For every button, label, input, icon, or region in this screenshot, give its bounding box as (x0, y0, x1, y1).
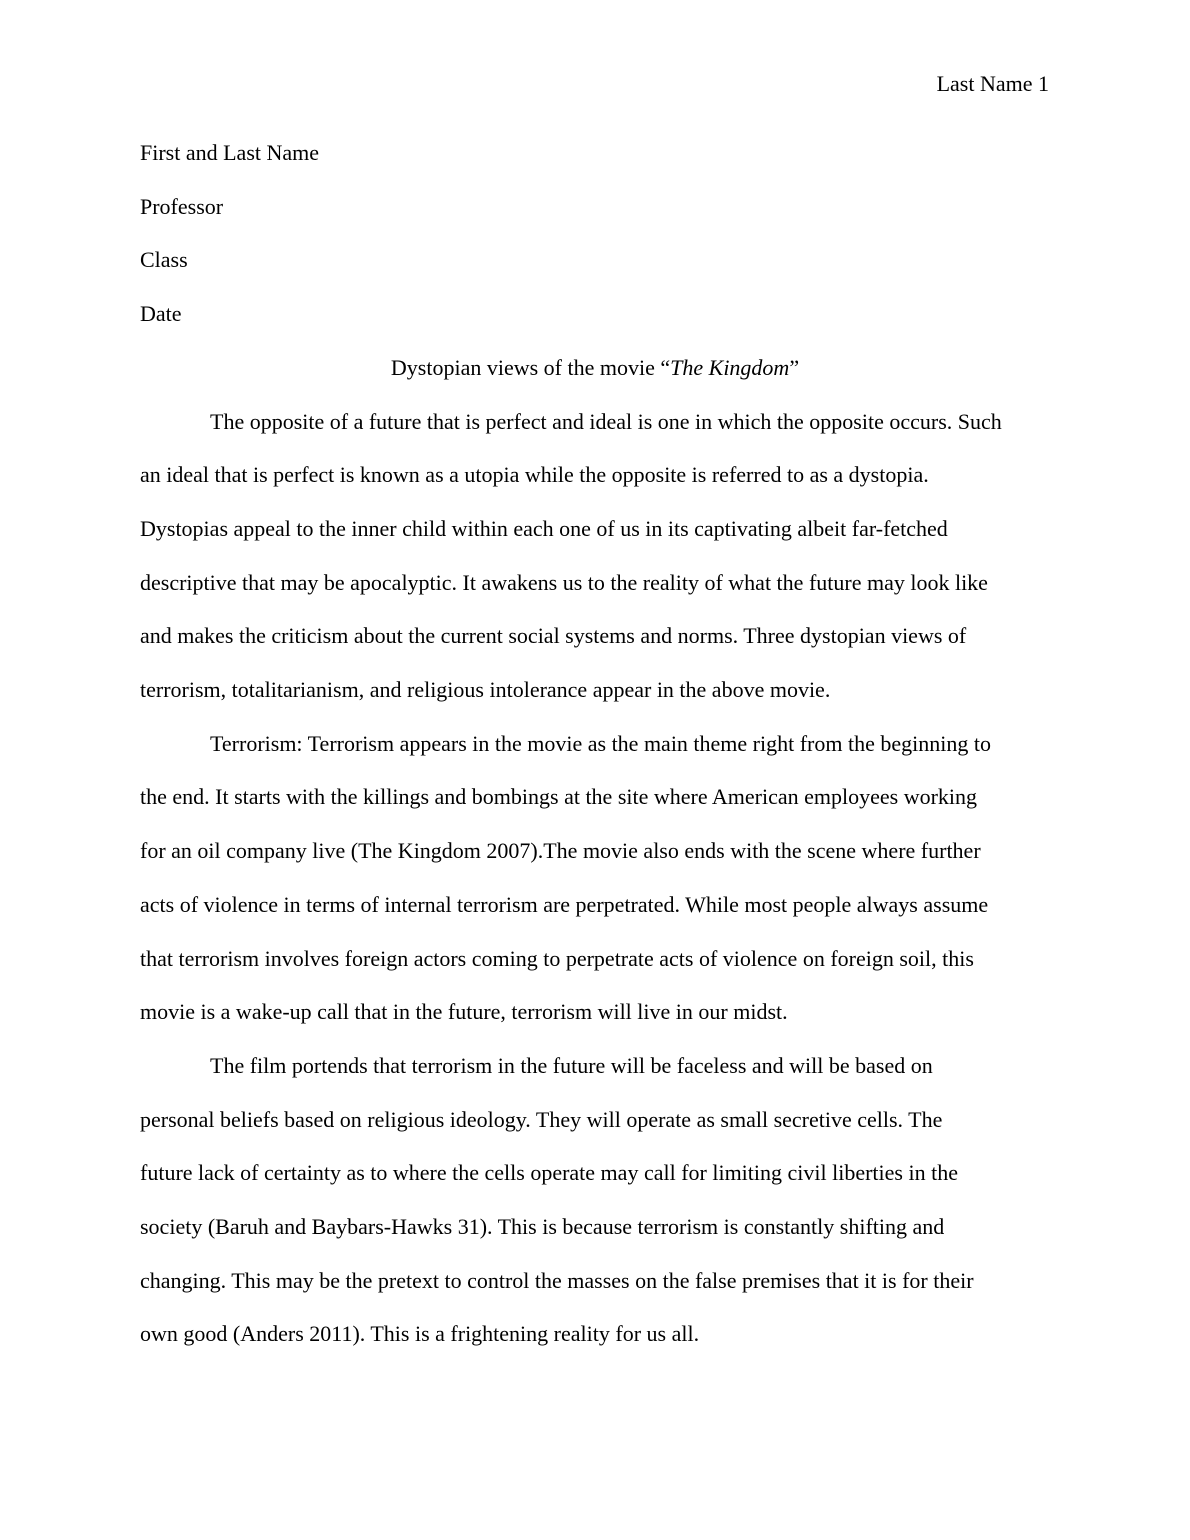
paragraph-line: the end. It starts with the killings and bombings at the site where American employees working (140, 784, 978, 810)
movie-title: The Kingdom (670, 354, 790, 380)
paragraph-line: Dystopias appeal to the inner child within each one of us in its captivating albeit far-fetched (140, 515, 948, 541)
essay-title-suffix: ” (789, 354, 800, 380)
author-name: First and Last Name (140, 140, 320, 165)
essay-title-prefix: Dystopian views of the movie “ (390, 354, 671, 380)
paragraph-line: changing. This may be the pretext to control the masses on the false premises that it is for their (140, 1267, 974, 1293)
paragraph-line: for an oil company live (The Kingdom 2007).The movie also ends with the scene where further (140, 838, 981, 864)
paragraph-line: movie is a wake-up call that in the future, terrorism will live in our midst. (140, 999, 788, 1025)
paragraph-film-portends (140, 1039, 1050, 1361)
paragraph-line: descriptive that may be apocalyptic. It awakens us to the reality of what the future may look like (140, 569, 988, 595)
paragraph-line: society (Baruh and Baybars-Hawks 31). This is because terrorism is constantly shifting and (140, 1214, 945, 1240)
paragraph-line: The opposite of a future that is perfect and ideal is one in which the opposite occurs. Such (210, 408, 1002, 434)
paragraph-terrorism (140, 717, 1050, 1039)
professor-line: Professor (140, 193, 224, 219)
paragraph-line: that terrorism involves foreign actors coming to perpetrate acts of violence on foreign soil, this (140, 945, 974, 971)
paragraph-line: Terrorism: Terrorism appears in the movie as the main theme right from the beginning to (210, 730, 991, 756)
paragraph-line: an ideal that is perfect is known as a utopia while the opposite is referred to as a dystopia. (140, 462, 929, 488)
paragraph-line: own good (Anders 2011). This is a frightening reality for us all. (140, 1321, 700, 1347)
paragraph-line: future lack of certainty as to where the cells operate may call for limiting civil liberties in the (140, 1160, 958, 1186)
paragraph-line: terrorism, totalitarianism, and religious intolerance appear in the above movie. (140, 677, 831, 703)
paragraph-line: acts of violence in terms of internal terrorism are perpetrated. While most people always assume (140, 891, 989, 917)
document-body (140, 126, 1050, 1361)
class-line: Class (140, 247, 188, 273)
running-header: Last Name 1 (936, 71, 1049, 96)
paragraph-line: personal beliefs based on religious ideology. They will operate as small secretive cells. The (140, 1106, 943, 1132)
paragraph-line: and makes the criticism about the current social systems and norms. Three dystopian views of (140, 623, 967, 649)
paragraph-intro (140, 395, 1050, 717)
essay-title (140, 341, 1050, 395)
date-line: Date (140, 301, 182, 327)
paragraph-line: The film portends that terrorism in the future will be faceless and will be based on (210, 1052, 933, 1078)
